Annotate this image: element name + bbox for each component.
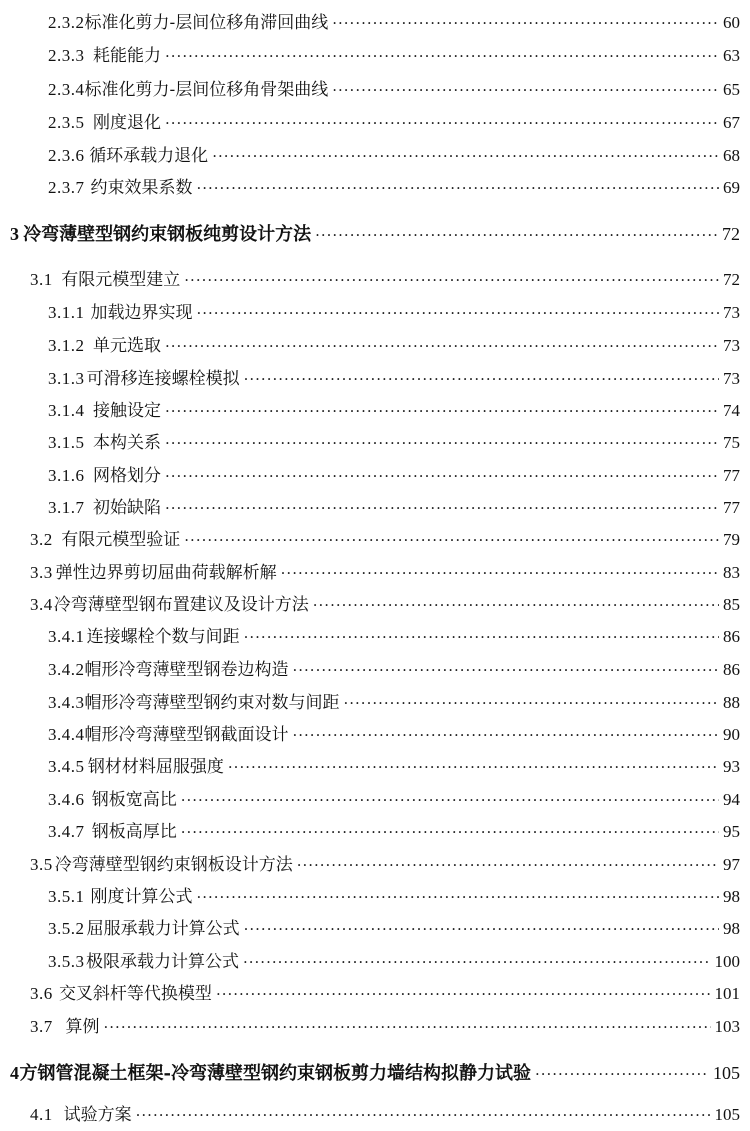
toc-entry-title: 有限元模型验证	[61, 530, 181, 550]
toc-entry-page: 105	[714, 1105, 740, 1124]
leader-dots	[165, 47, 719, 65]
toc-entry-title: 屈服承载力计算公式	[86, 919, 240, 939]
toc-entry-number: 3.4.6	[48, 790, 85, 809]
leader-dots	[196, 179, 719, 197]
toc-entry-title: 加载边界实现	[90, 303, 193, 323]
toc-entry[interactable]	[48, 622, 740, 647]
toc-entry[interactable]	[48, 41, 740, 66]
toc-entry[interactable]	[48, 914, 740, 939]
toc-entry[interactable]	[30, 265, 740, 290]
toc-entry-title: 弹性边界剪切屈曲荷载解析解	[55, 563, 277, 583]
toc-entry-number: 3.4.5	[48, 757, 85, 776]
toc-entry-title: 试验方案	[63, 1105, 132, 1125]
toc-entry-number: 2.3.3	[48, 46, 85, 65]
toc-entry-page: 73	[723, 369, 740, 388]
toc-entry[interactable]	[48, 655, 740, 680]
toc-entry-number: 3.1.7	[48, 498, 85, 517]
toc-entry[interactable]	[48, 882, 740, 907]
toc-entry-page: 73	[723, 303, 740, 322]
toc-entry-title: 冷弯薄壁型钢约束钢板设计方法	[54, 855, 293, 875]
toc-entry-number: 3.1.5	[48, 433, 85, 452]
toc-entry[interactable]	[48, 688, 740, 713]
toc-entry[interactable]	[48, 785, 740, 810]
toc-entry-page: 105	[713, 1063, 740, 1083]
toc-entry-page: 73	[723, 336, 740, 355]
leader-dots	[165, 434, 719, 452]
toc-entry-title: 算例	[65, 1017, 100, 1037]
toc-entry-page: 86	[723, 660, 740, 679]
toc-entry[interactable]	[48, 173, 740, 198]
toc-entry-number: 4.1	[30, 1105, 53, 1124]
toc-entry-title: 初始缺陷	[93, 498, 162, 518]
leader-dots	[165, 114, 719, 132]
toc-entry-title: 接触设定	[93, 401, 162, 421]
toc-entry[interactable]	[48, 720, 740, 745]
toc-entry-number: 3.1.2	[48, 336, 85, 355]
toc-entry-title: 耗能能力	[93, 46, 162, 66]
toc-entry[interactable]	[30, 1100, 740, 1125]
toc-entry-title: 交叉斜杆等代换模型	[58, 984, 212, 1004]
toc-entry-title: 帽形冷弯薄壁型钢约束对数与间距	[84, 693, 340, 713]
toc-entry-title: 单元选取	[93, 336, 162, 356]
toc-entry-title: 极限承载力计算公式	[86, 952, 239, 972]
toc-entry-title: 方钢管混凝土框架-冷弯薄壁型钢约束钢板剪力墙结构拟静力试验	[19, 1063, 531, 1084]
toc-entry[interactable]	[48, 947, 740, 972]
toc-entry-page: 97	[723, 855, 740, 874]
leader-dots	[244, 628, 719, 646]
leader-dots	[165, 402, 719, 420]
toc-entry-page: 77	[723, 466, 740, 485]
toc-entry-page: 79	[723, 530, 740, 549]
toc-entry-number: 3.6	[30, 984, 53, 1003]
toc-entry[interactable]	[48, 428, 740, 453]
leader-dots	[243, 953, 711, 971]
leader-dots	[332, 81, 719, 99]
toc-entry-number: 3.1.4	[48, 401, 85, 420]
toc-entry-number: 3.5	[30, 855, 53, 874]
toc-entry[interactable]	[48, 396, 740, 421]
toc-entry[interactable]	[30, 1012, 740, 1037]
toc-entry[interactable]	[48, 493, 740, 518]
toc-entry-title: 约束效果系数	[90, 178, 193, 198]
toc-entry-number: 3.4.2	[48, 660, 85, 679]
toc-entry-number: 3.5.2	[48, 919, 85, 938]
toc-entry-number: 2.3.5	[48, 113, 85, 132]
toc-entry-number: 2.3.2	[48, 13, 85, 32]
toc-entry-number: 2.3.6	[48, 146, 85, 165]
toc-entry-number: 3.7	[30, 1017, 53, 1036]
leader-dots	[136, 1106, 711, 1124]
toc-entry[interactable]	[30, 590, 740, 615]
leader-dots	[228, 758, 719, 776]
toc-entry-page: 100	[714, 952, 740, 971]
leader-dots	[293, 726, 720, 744]
toc-entry-page: 65	[723, 80, 740, 99]
toc-entry-title: 本构关系	[93, 433, 162, 453]
toc-entry-number: 3.1.6	[48, 466, 85, 485]
toc-entry-number: 3.1	[30, 270, 53, 289]
toc-entry-number: 3.4.4	[48, 725, 85, 744]
toc-entry[interactable]	[48, 108, 740, 133]
toc-entry[interactable]	[48, 461, 740, 486]
toc-entry[interactable]	[48, 817, 740, 842]
leader-dots	[244, 370, 719, 388]
toc-entry-title: 循环承载力退化	[89, 146, 209, 166]
leader-dots	[165, 337, 719, 355]
toc-entry-page: 60	[723, 13, 740, 32]
toc-entry-number: 4	[10, 1063, 20, 1083]
leader-dots	[196, 888, 719, 906]
toc-entry[interactable]	[30, 558, 740, 583]
toc-entry-number: 3.4.7	[48, 822, 85, 841]
leader-dots	[344, 694, 720, 712]
toc-entry-title: 刚度退化	[93, 113, 162, 133]
toc-entry-page: 94	[723, 790, 740, 809]
leader-dots	[313, 596, 719, 614]
toc-entry-page: 67	[723, 113, 740, 132]
toc-entry[interactable]	[48, 141, 740, 166]
toc-entry-number: 3.4	[30, 595, 53, 614]
toc-entry-number: 2.3.4	[48, 80, 85, 99]
toc-entry-number: 3.1.3	[48, 369, 85, 388]
toc-entry-number: 3.1.1	[48, 303, 85, 322]
toc-entry[interactable]	[48, 298, 740, 323]
toc-entry-page: 103	[714, 1017, 740, 1036]
toc-entry-page: 69	[723, 178, 740, 197]
toc-entry-page: 75	[723, 433, 740, 452]
leader-dots	[181, 823, 719, 841]
toc-entry-number: 3	[10, 224, 20, 244]
toc-entry-page: 72	[723, 270, 740, 289]
toc-entry-number: 3.4.1	[48, 627, 85, 646]
toc-entry-page: 101	[714, 984, 740, 1003]
toc-entry-title: 标准化剪力-层间位移角骨架曲线	[84, 80, 329, 100]
toc-entry-page: 68	[723, 146, 740, 165]
toc-entry-page: 95	[723, 822, 740, 841]
toc-entry-title: 连接螺栓个数与间距	[86, 627, 240, 647]
toc-entry[interactable]	[30, 850, 740, 875]
leader-dots	[244, 920, 719, 938]
toc-entry-page: 83	[723, 563, 740, 582]
toc-entry-number: 3.5.1	[48, 887, 85, 906]
toc-entry-title: 网格划分	[93, 466, 162, 486]
leader-dots	[281, 564, 719, 582]
toc-entry-page: 86	[723, 627, 740, 646]
toc-entry-number: 3.3	[30, 563, 53, 582]
toc-entry-title: 冷弯薄壁型钢约束钢板纯剪设计方法	[23, 224, 312, 245]
toc-entry-title: 可滑移连接螺栓模拟	[86, 369, 240, 389]
toc-entry-title: 标准化剪力-层间位移角滞回曲线	[84, 13, 329, 33]
toc-entry-number: 3.5.3	[48, 952, 85, 971]
leader-dots	[196, 304, 719, 322]
toc-entry-number: 3.2	[30, 530, 53, 549]
toc-entry-number: 2.3.7	[48, 178, 85, 197]
toc-entry-page: 90	[723, 725, 740, 744]
toc-entry-title: 钢板高厚比	[91, 822, 177, 842]
leader-dots	[165, 499, 719, 517]
toc-entry[interactable]	[48, 752, 740, 777]
toc-entry-page: 98	[723, 887, 740, 906]
leader-dots	[181, 791, 719, 809]
toc-entry[interactable]	[30, 979, 740, 1004]
toc-entry-title: 钢板宽高比	[91, 790, 177, 810]
leader-dots	[297, 856, 719, 874]
toc-entry-page: 88	[723, 693, 740, 712]
toc-entry-page: 93	[723, 757, 740, 776]
leader-dots	[315, 226, 718, 244]
toc-entry[interactable]	[48, 75, 740, 100]
toc-entry-page: 98	[723, 919, 740, 938]
toc-entry-number: 3.4.3	[48, 693, 85, 712]
leader-dots	[212, 147, 719, 165]
toc-entry-page: 77	[723, 498, 740, 517]
toc-chapter[interactable]	[10, 220, 740, 246]
toc-entry-title: 冷弯薄壁型钢布置建议及设计方法	[53, 595, 309, 615]
toc-entry[interactable]	[30, 525, 740, 550]
leader-dots	[104, 1018, 711, 1036]
toc-entry[interactable]	[48, 331, 740, 356]
leader-dots	[165, 467, 719, 485]
toc-entry-title: 钢材材料屈服强度	[87, 757, 224, 777]
leader-dots	[184, 531, 719, 549]
leader-dots	[535, 1065, 709, 1083]
toc-entry[interactable]	[48, 8, 740, 33]
toc-entry-page: 72	[722, 224, 740, 244]
toc-entry[interactable]	[48, 364, 740, 389]
leader-dots	[332, 14, 719, 32]
toc-entry-page: 63	[723, 46, 740, 65]
toc-entry-title: 刚度计算公式	[90, 887, 193, 907]
toc-entry-page: 74	[723, 401, 740, 420]
toc-chapter[interactable]	[10, 1059, 740, 1085]
toc-entry-title: 有限元模型建立	[61, 270, 181, 290]
leader-dots	[216, 985, 711, 1003]
leader-dots	[184, 271, 719, 289]
toc-entry-title: 帽形冷弯薄壁型钢卷边构造	[84, 660, 289, 680]
leader-dots	[293, 661, 720, 679]
toc-entry-title: 帽形冷弯薄壁型钢截面设计	[84, 725, 289, 745]
toc-entry-page: 85	[723, 595, 740, 614]
